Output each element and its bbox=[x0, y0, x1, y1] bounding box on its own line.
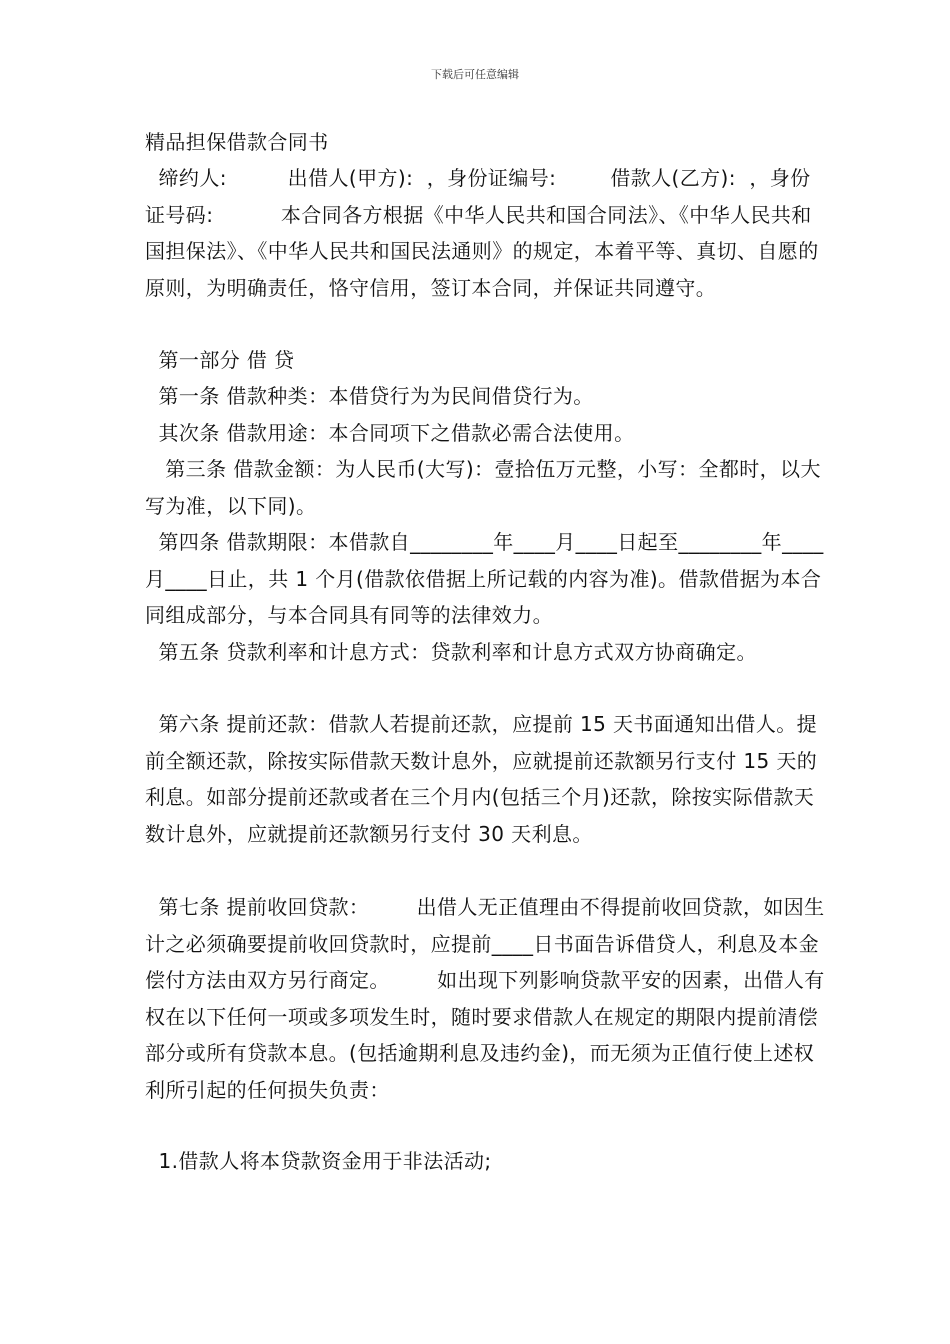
paragraph-article-6: 第六条 提前还款：借款人若提前还款，应提前 15 天书面通知出借人。提前全额还款，除按实际借款天数计息外，应就提前还款额另行支付 15 天的利息。如部分提前还款或者在三个月内(包括三个月)还款，除按实际借款天数计息外，应就提前还款额另行支付 30 天利息。 bbox=[145, 712, 818, 846]
paragraph-article-2: 其次条 借款用途：本合同项下之借款必需合法使用。 bbox=[145, 421, 635, 445]
document-title: 精品担保借款合同书 bbox=[145, 130, 329, 154]
paragraph-article-1: 第一条 借款种类：本借贷行为为民间借贷行为。 bbox=[145, 384, 594, 408]
paragraph-parties: 缔约人: 出借人(甲方): ，身份证编号: 借款人(乙方): ，身份证号码: 本合同各方根据《中华人民共和国合同法》、《中华人民共和国担保法》、《中华人民共和国民法通则》的规定，本着平等、真切、自愿的原则，为明确责任，恪守信用，签订本合同，并保证共同遵守。 bbox=[145, 166, 819, 300]
page-header: 下载后可任意编辑 bbox=[431, 68, 519, 81]
paragraph-article-7: 第七条 提前收回贷款： 出借人无正值理由不得提前收回贷款，如因生计之必须确要提前收回贷款时，应提前____日书面告诉借贷人，利息及本金偿付方法由双方另行商定。 如出现下列影响贷款平安的因素，出借人有权在以下任何一项或多项发生时，随时要求借款人在规定的期限内提前清偿部分或所有贷款本息。(包括逾期利息及违约金)，而无须为正值行使上述权利所引起的任何损失负责： bbox=[145, 895, 825, 1102]
paragraph-article-5: 第五条 贷款利率和计息方式：贷款利率和计息方式双方协商确定。 bbox=[145, 640, 757, 664]
paragraph-article-4: 第四条 借款期限：本借款自________年____月____日起至________年____月____日止，共 1 个月(借款依借据上所记载的内容为准)。借款借据为本合同组成部分，与本合同具有同等的法律效力。 bbox=[145, 530, 824, 627]
paragraph-article-3: 第三条 借款金额：为人民币(大写)：壹拾伍万元整，小写：全都时，以大写为准，以下同)。 bbox=[145, 457, 821, 518]
paragraph-item-1: 1.借款人将本贷款资金用于非法活动; bbox=[145, 1149, 492, 1173]
paragraph-part-one: 第一部分 借 贷 bbox=[145, 348, 295, 372]
